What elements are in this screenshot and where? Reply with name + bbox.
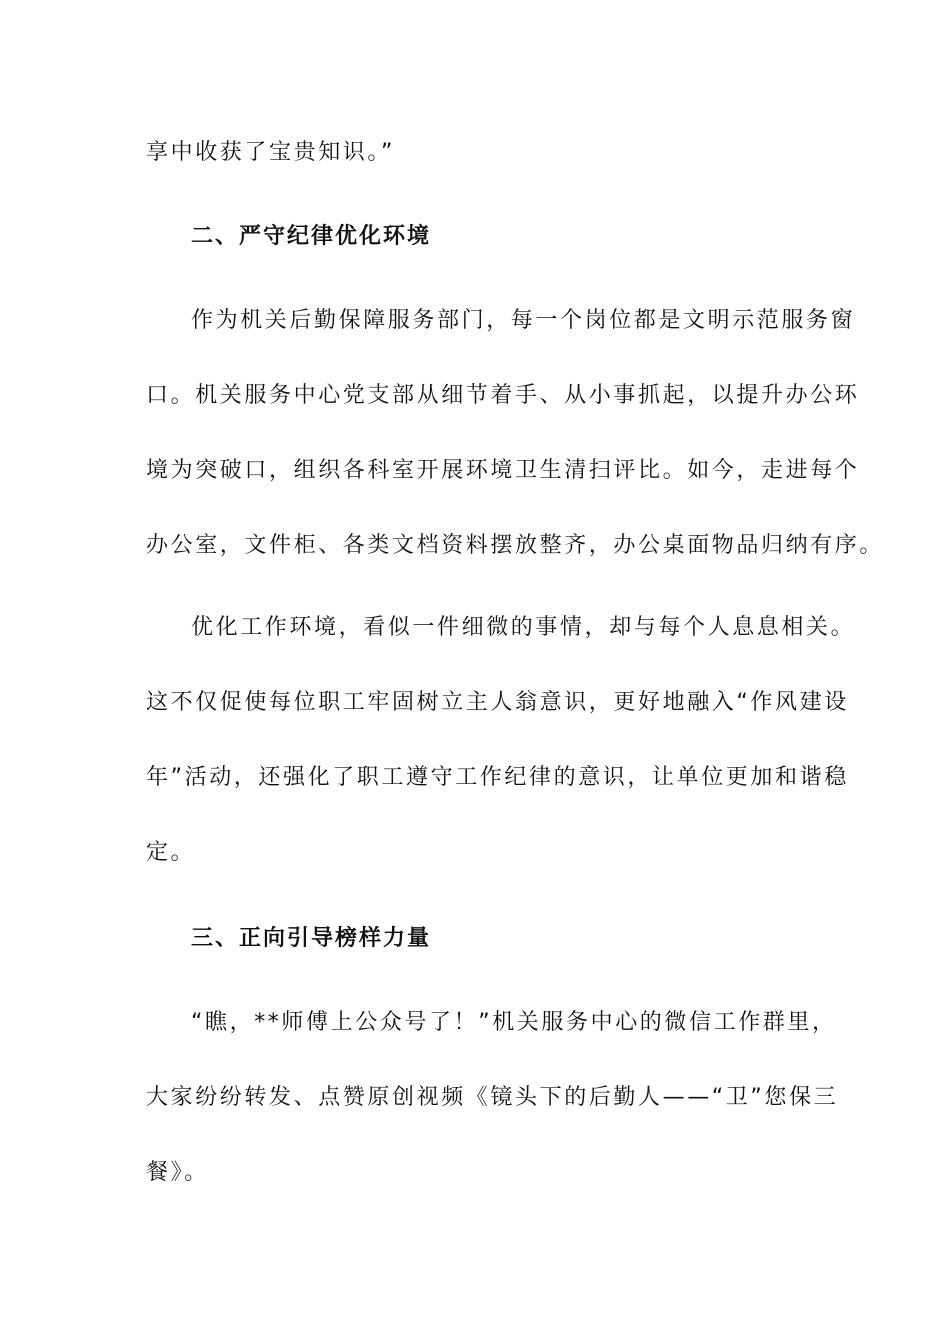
paragraph-line: 定。 (146, 840, 196, 865)
section-heading-3: 三、正向引导榜样力量 (191, 926, 432, 951)
paragraph-line: 享中收获了宝贵知识。” (146, 140, 395, 165)
paragraph-line: 年”活动，还强化了职工遵守工作纪律的意识，让单位更加和谐稳 (146, 765, 849, 790)
paragraph-line: 餐》。 (146, 1160, 209, 1185)
paragraph-line: 优化工作环境，看似一件细微的事情，却与每个人息息相关。 (191, 615, 856, 640)
paragraph-line: 大家纷纷转发、点赞原创视频《镜头下的后勤人——“卫”您保三 (146, 1085, 839, 1110)
paragraph-line: 口。机关服务中心党支部从细节着手、从小事抓起，以提升办公环 (146, 383, 860, 408)
section-heading-2: 二、严守纪律优化环境 (191, 224, 432, 249)
paragraph-line: “瞧，**师傅上公众号了！”机关服务中心的微信工作群里， (191, 1010, 837, 1035)
paragraph-line: 境为突破口，组织各科室开展环境卫生清扫评比。如今，走进每个 (146, 458, 860, 483)
paragraph-line: 办公室，文件柜、各类文档资料摆放整齐，办公桌面物品归纳有序。 (146, 533, 885, 558)
paragraph-line: 作为机关后勤保障服务部门，每一个岗位都是文明示范服务窗 (191, 308, 856, 333)
paragraph-line: 这不仅促使每位职工牢固树立主人翁意识，更好地融入“作风建设 (146, 690, 849, 715)
